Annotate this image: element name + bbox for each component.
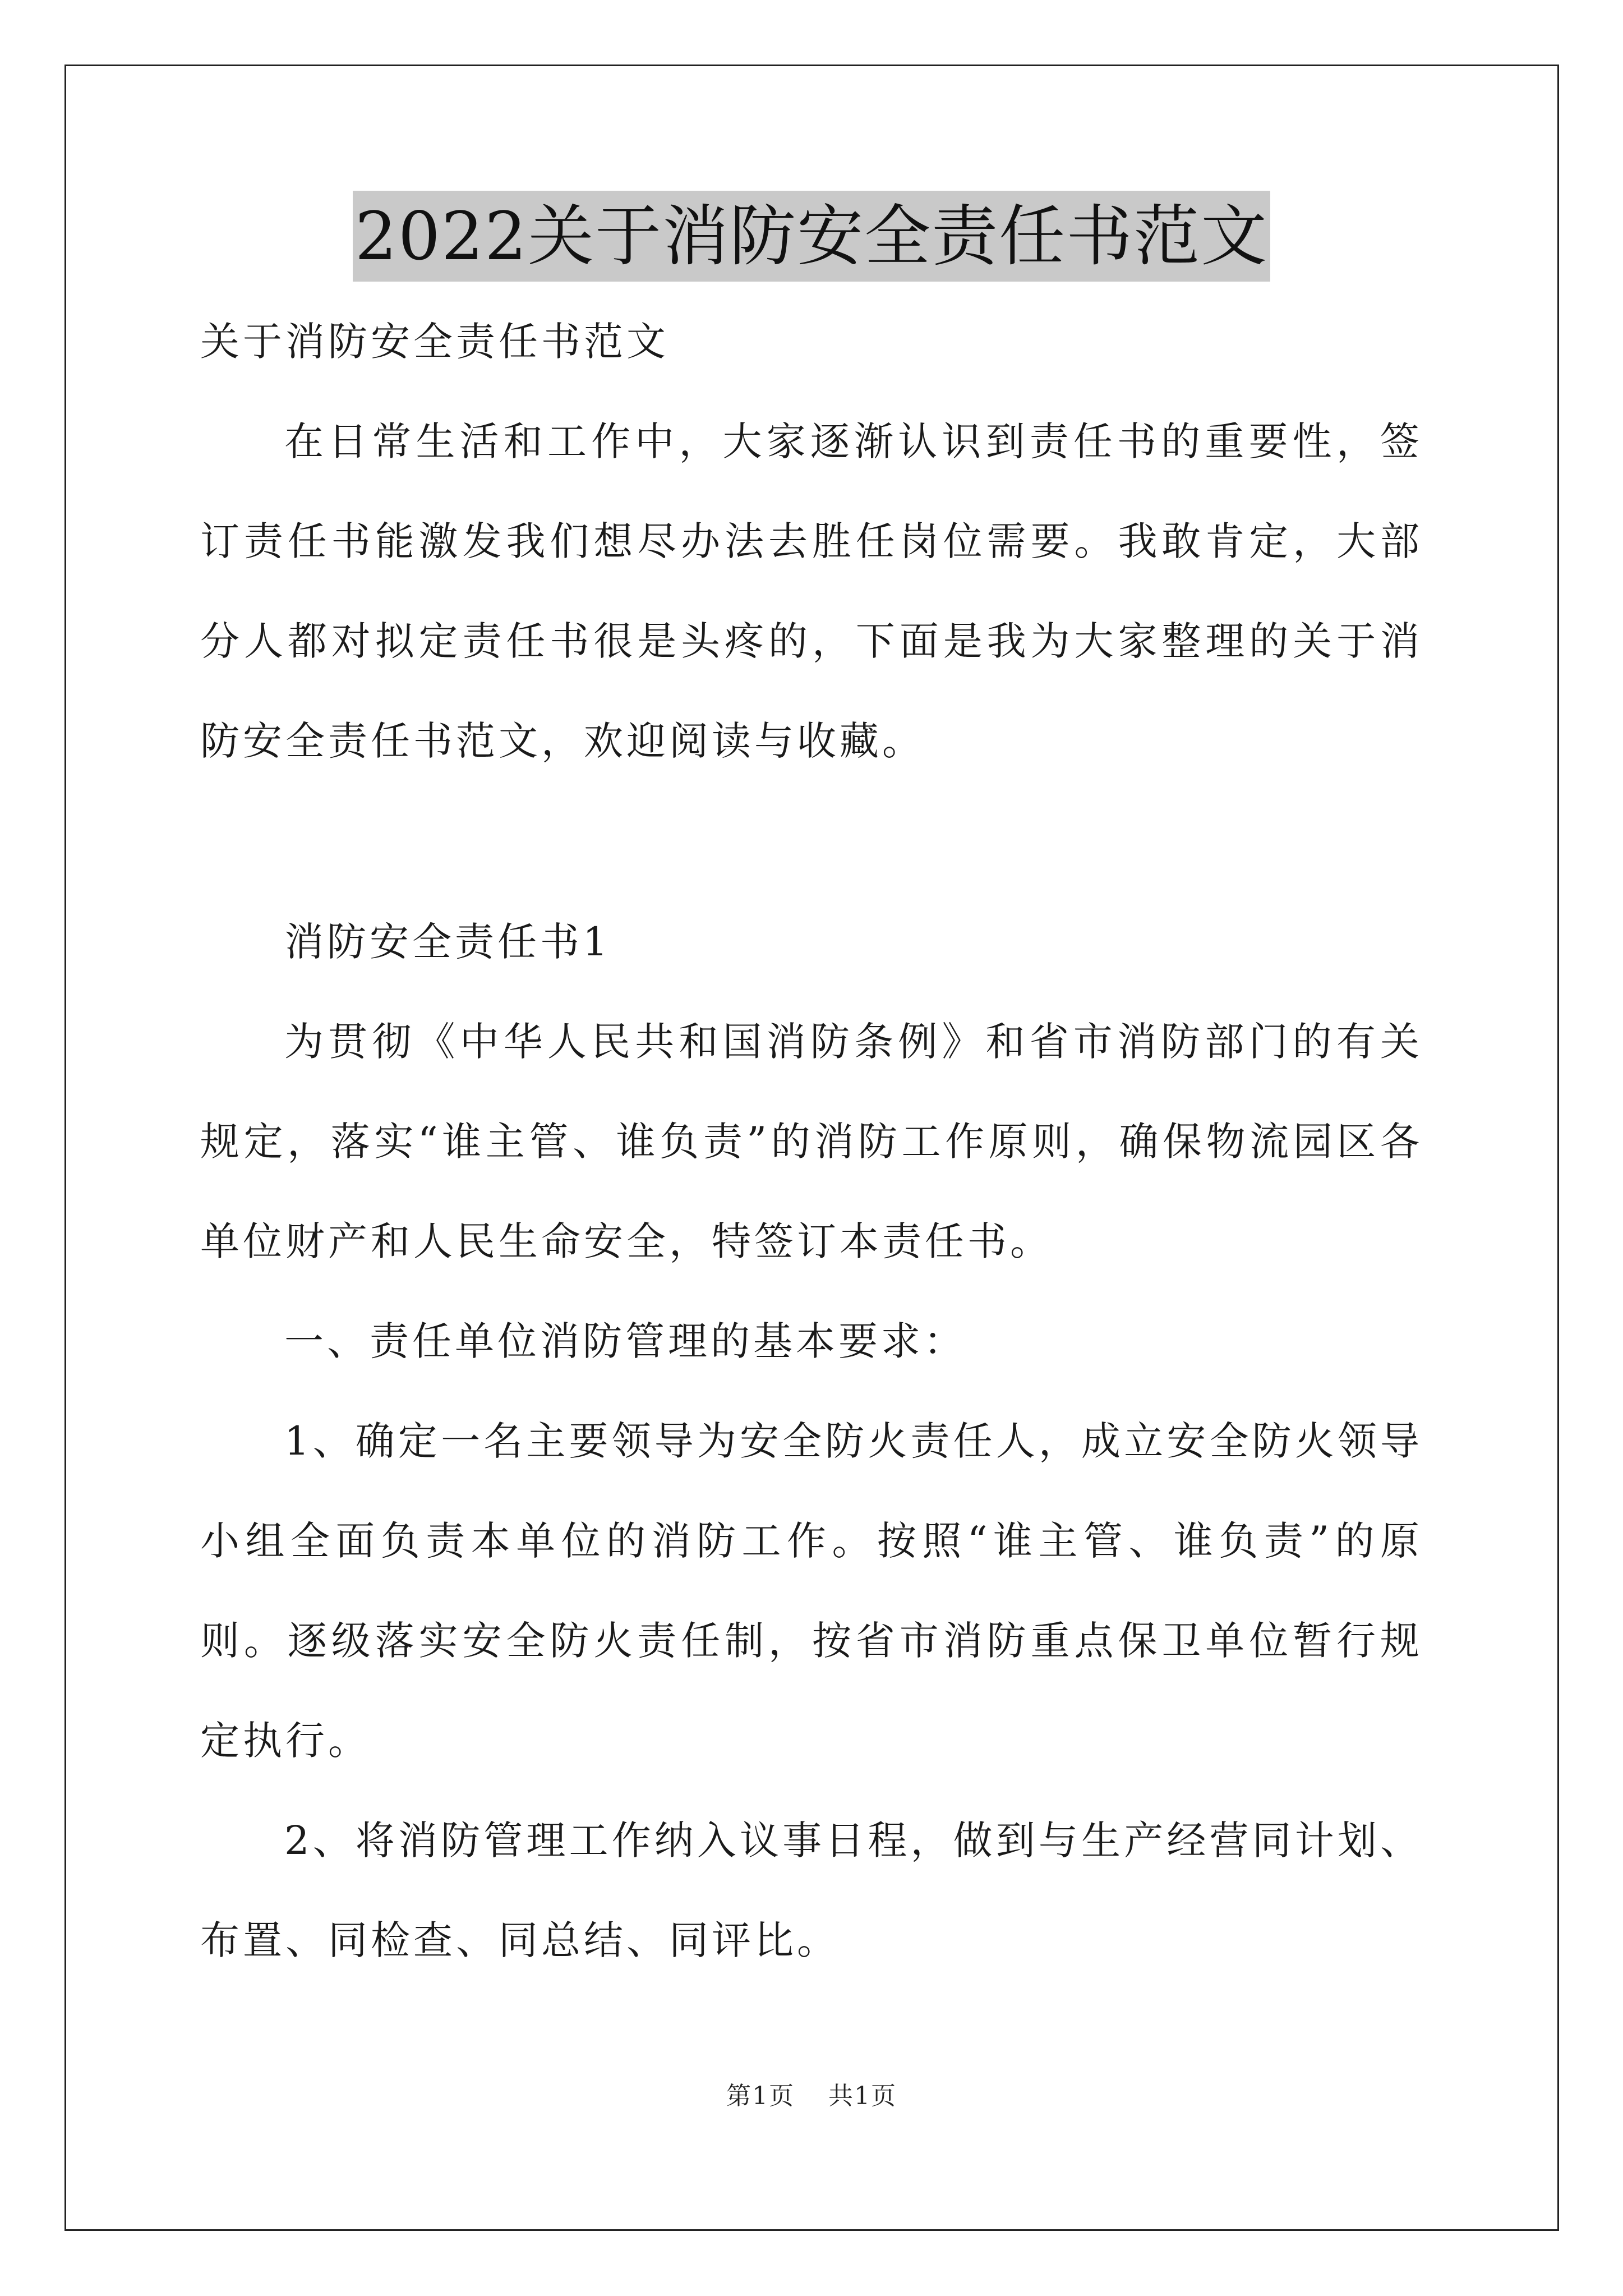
intro-paragraph: 在日常生活和工作中，大家逐渐认识到责任书的重要性，签订责任书能激发我们想尽办法去胜任岗位需要。我敢肯定，大部分人都对拟定责任书很是头疼的，下面是我为大家整理的关于消防安全责任书范文，欢迎阅读与收藏。 — [200, 418, 1423, 764]
document-body — [200, 292, 1423, 1990]
body-paragraph: 一、责任单位消防管理的基本要求： — [284, 1318, 966, 1364]
document-subtitle: 关于消防安全责任书范文 — [200, 319, 669, 365]
document-title: 2022关于消防安全责任书范文 — [353, 191, 1270, 282]
page-footer — [0, 2076, 1623, 2111]
body-paragraph: 2、将消防管理工作纳入议事日程，做到与生产经营同计划、布置、同检查、同总结、同评比。 — [200, 1818, 1423, 1963]
page-number: 第1页 — [726, 2082, 795, 2110]
section-heading: 消防安全责任书1 — [284, 919, 611, 965]
page-total: 共1页 — [828, 2082, 897, 2110]
title-area — [0, 191, 1623, 282]
section-spacer — [200, 791, 1423, 892]
body-paragraph: 为贯彻《中华人民共和国消防条例》和省市消防部门的有关规定，落实“谁主管、谁负责”的消防工作原则，确保物流园区各单位财产和人民生命安全，特签订本责任书。 — [200, 1019, 1423, 1264]
body-paragraph: 1、确定一名主要领导为安全防火责任人，成立安全防火领导小组全面负责本单位的消防工作。按照“谁主管、谁负责”的原则。逐级落实安全防火责任制，按省市消防重点保卫单位暂行规定执行。 — [200, 1418, 1423, 1764]
